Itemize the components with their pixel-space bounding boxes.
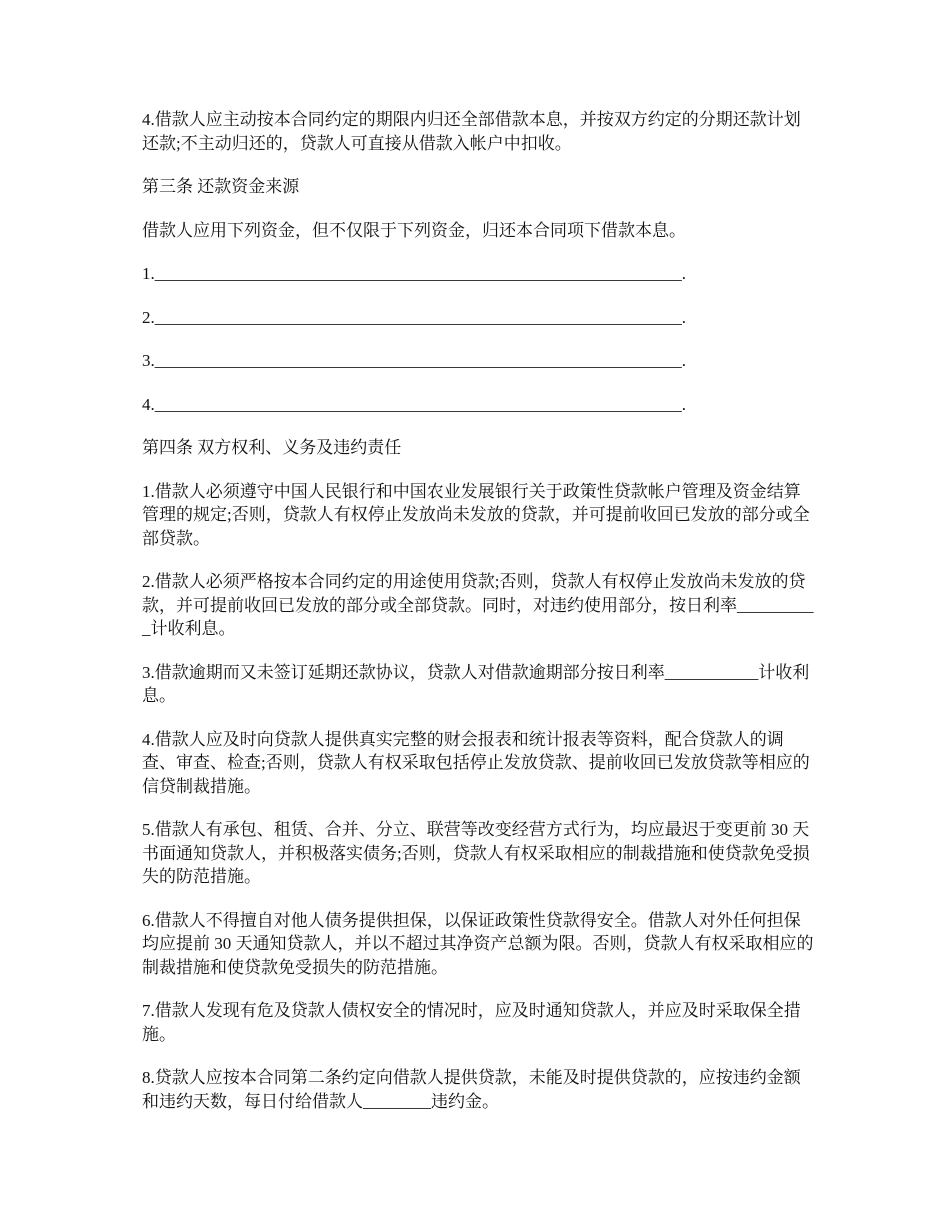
article-3-intro: 借款人应用下列资金，但不仅限于下列资金，归还本合同项下借款本息。 — [142, 220, 686, 240]
document-body — [142, 108, 814, 1133]
clause-4-repayment-schedule: 4.借款人应主动按本合同约定的期限内归还全部借款本息，并按双方约定的分期还款计划还款;不主动归还的，贷款人可直接从借款入帐户中扣收。 — [142, 110, 801, 153]
funding-source-blank-4: 4.______________________________________________________________. — [142, 394, 686, 414]
article-4-clause-3: 3.借款逾期而又未签订延期还款协议，贷款人对借款逾期部分按日利率___________计收利息。 — [142, 662, 810, 705]
funding-source-blank-3: 3.______________________________________________________________. — [142, 351, 686, 370]
article-4-clause-8: 8.贷款人应按本合同第二条约定向借款人提供贷款，未能及时提供贷款的，应按违约金额和违约天数，每日付给借款人________违约金。 — [142, 1068, 801, 1111]
funding-source-blank-1: 1.______________________________________________________________. — [142, 264, 686, 283]
article-4-clause-7: 7.借款人发现有危及贷款人债权安全的情况时，应及时通知贷款人，并应及时采取保全措施。 — [142, 1001, 801, 1044]
article-4-clause-2: 2.借款人必须严格按本合同约定的用途使用贷款;否则，贷款人有权停止发放尚未发放的贷款，并可提前收回已发放的部分或全部贷款。同时，对违约使用部分，按日利率__________计收利息。 — [142, 572, 814, 638]
article-3-heading: 第三条 还款资金来源 — [142, 177, 300, 196]
article-4-clause-5: 5.借款人有承包、租赁、合并、分立、联营等改变经营方式行为，均应最迟于变更前 30 天书面通知贷款人，并积极落实债务;否则，贷款人有权采取相应的制裁措施和使贷款免受损失的防范措施。 — [142, 820, 810, 886]
article-4-heading: 第四条 双方权利、义务及违约责任 — [142, 438, 402, 457]
article-4-clause-4: 4.借款人应及时向贷款人提供真实完整的财会报表和统计报表等资料，配合贷款人的调查、审查、检查;否则，贷款人有权采取包括停止发放贷款、提前收回已发放贷款等相应的信贷制裁措施。 — [142, 729, 810, 796]
article-4-clause-6: 6.借款人不得擅自对他人债务提供担保，以保证政策性贷款得安全。借款人对外任何担保均应提前 30 天通知贷款人，并以不超过其净资产总额为限。否则，贷款人有权采取相应的制裁措施和使贷款免受损失的防范措施。 — [142, 910, 814, 977]
funding-source-blank-2: 2.______________________________________________________________. — [142, 307, 686, 327]
article-4-clause-1: 1.借款人必须遵守中国人民银行和中国农业发展银行关于政策性贷款帐户管理及资金结算管理的规定;否则，贷款人有权停止发放尚未发放的贷款，并可提前收回已发放的部分或全部贷款。 — [142, 481, 810, 548]
